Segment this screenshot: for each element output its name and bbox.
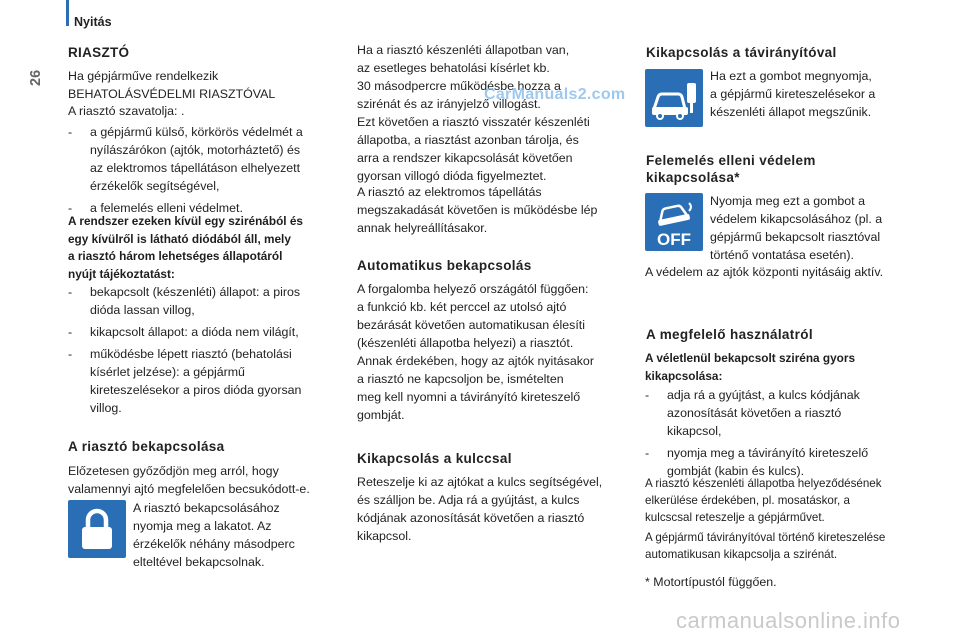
chapter-title: Nyitás — [74, 15, 112, 29]
section-title-remote: Kikapcsolás a távirányítóval — [646, 45, 837, 60]
bullet-list-a — [68, 123, 344, 217]
bold-paragraph: A rendszer ezeken kívül egy szirénából és egy kívülről is látható diódából áll, mely a riasztó három lehetséges állapotáról nyújt tájékoztatást: — [68, 214, 303, 281]
return-paragraph: Ezt követően a riasztó visszatér készenléti állapotba, a riasztást azonban tárolja, és arra a rendszer kikapcsolását követően gyorsan villogó dióda figyelmeztet. — [357, 115, 590, 183]
use-paragraph-2: A gépjármű távirányítóval történő kireteszelése automatikusan kikapcsolja a szirénát. — [645, 531, 886, 561]
page-number: 26 — [28, 69, 44, 86]
off-label: OFF — [657, 230, 691, 249]
footnote: * Motortípustól függően. — [645, 575, 777, 589]
section-title-activation: A riasztó bekapcsolása — [68, 439, 225, 454]
tilt-sensor-off-icon — [645, 193, 703, 251]
list-item: - működésbe lépett riasztó (behatolási kísérlet jelzése): a gépjármű kireteszelésekor a piros dióda gyorsan villog. — [68, 347, 302, 415]
intro-text: Ha gépjárműve rendelkezik BEHATOLÁSVÉDELMI RIASZTÓVAL — [68, 69, 276, 101]
lift-note: A védelem az ajtók központi nyitásáig aktív. — [645, 265, 884, 279]
list-item: - a gépjármű külső, körkörös védelmét a nyílászárókon (ajtók, motorháztető) és az elektromos tápellátáson elhelyezett érzékelők segítségével, — [68, 125, 303, 193]
standby-paragraph: Ha a riasztó készenléti állapotban van, az esetleges behatolási kísérlet kb. 30 másodpercre működésbe hozza a szirénát és az irányjelző villogást. — [357, 43, 570, 111]
list-item: - nyomja meg a távirányító kireteszelő gombját (kabin és kulcs). — [645, 446, 869, 478]
section-title-use: A megfelelő használatról — [646, 327, 813, 342]
list-item: - a felemelés elleni védelmet. — [68, 201, 243, 215]
use-paragraph-1: A riasztó készenléti állapotba helyeződésének elkerülése érdekében, pl. mosatáskor, a kulcscsal reteszelje a gépjárművet. — [645, 477, 882, 524]
section-title-auto: Automatikus bekapcsolás — [357, 258, 532, 273]
watermark-carmanualsonline: carmanualsonline.info — [676, 608, 901, 633]
activation-icon-text: A riasztó bekapcsolásához nyomja meg a lakatot. Az érzékelők néhány másodperc elteltével bekapcsolnak. — [133, 501, 295, 569]
key-text: Reteszelje ki az ajtókat a kulcs segítségével, és szálljon be. Adja rá a gyújtást, a kulcs kódjának azonosítását követően a riasztó kikapcsol. — [357, 475, 603, 543]
list-item: - kikapcsolt állapot: a dióda nem világít, — [68, 325, 299, 339]
power-paragraph: A riasztó az elektromos tápellátás megszakadását követően is működésbe lép annak helyreállításakor. — [357, 185, 598, 235]
use-bullet-list — [645, 386, 921, 480]
section-title-key: Kikapcsolás a kulccsal — [357, 451, 512, 466]
use-bold-heading: A véletlenül bekapcsolt sziréna gyors kikapcsolása: — [645, 351, 856, 383]
list-item: - bekapcsolt (készenléti) állapot: a piros dióda lassan villog, — [68, 285, 301, 317]
section-title-lift: Felemelés elleni védelem kikapcsolása* — [646, 153, 816, 185]
auto-text: A forgalomba helyező országától függően: a funkció kb. két perccel az utolsó ajtó bezárását követően automatikusan élesíti (készenléti állapotba helyezi) a riasztót. Annak érdekében, hogy az ajtók nyitásakor a riasztó ne kapcsoljon be, ismételten meg kell nyomni a távirányító kireteszelő gombját. — [357, 282, 594, 422]
section-title-riaszto: RIASZTÓ — [68, 45, 130, 60]
bullet-list-b — [68, 283, 344, 417]
unlock-remote-icon — [645, 69, 703, 127]
remote-icon-text: Ha ezt a gombot megnyomja, a gépjármű kireteszelésekor a készenléti állapot megszűnik. — [710, 69, 876, 119]
padlock-icon — [68, 500, 126, 558]
activation-text: Előzetesen győződjön meg arról, hogy valamennyi ajtó megfelelően becsukódott-e. — [68, 464, 310, 496]
list-item: - adja rá a gyújtást, a kulcs kódjának azonosítását követően a riasztó kikapcsol, — [645, 388, 860, 438]
watermark-carmanuals2: CarManuals2.com — [484, 86, 626, 103]
guarantee-sentence: A riasztó szavatolja: . — [68, 104, 185, 118]
lift-icon-text: Nyomja meg ezt a gombot a védelem kikapcsolásához (pl. a gépjármű bekapcsolt riasztóval történő vontatása esetén). — [710, 194, 883, 262]
header-accent-bar — [66, 0, 69, 26]
